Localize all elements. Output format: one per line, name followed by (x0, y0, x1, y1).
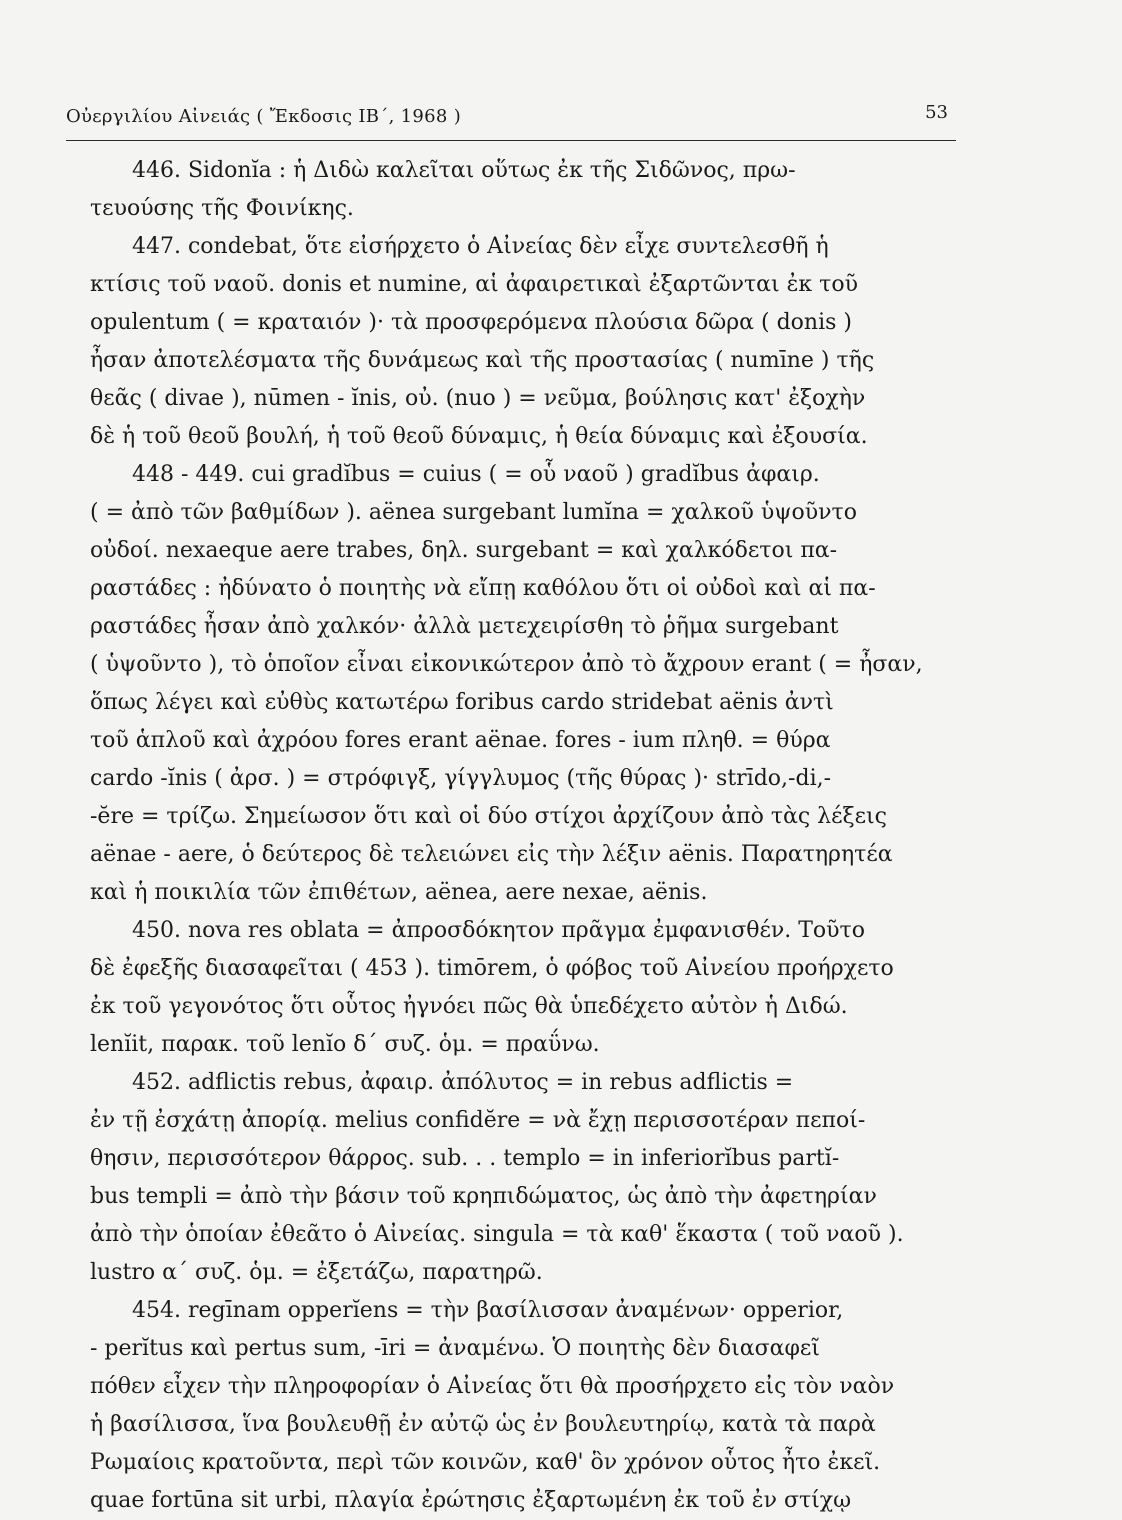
text-line: ἡ βασίλισσα, ἵνα βουλευθῇ ἐν αὐτῷ ὡς ἐν βουλευτηρίῳ, κατὰ τὰ παρὰ (90, 1412, 876, 1437)
text-line: ραστάδες : ἠδύνατο ὁ ποιητὴς νὰ εἴπῃ καθόλου ὅτι οἱ οὐδοὶ καὶ αἱ πα- (90, 576, 876, 601)
text-line: cardo -ĭnis ( ἀρσ. ) = στρόφιγξ, γίγγλυμος (τῆς θύρας )· strīdo,-di,- (90, 766, 832, 791)
text-line: ἐν τῇ ἐσχάτῃ ἀπορίᾳ. melius confidĕre = νὰ ἔχῃ περισσοτέραν πεποί- (90, 1108, 866, 1133)
text-line: θησιν, περισσότερον θάρρος. sub. . . templo = in inferiorĭbus partĭ- (90, 1146, 840, 1171)
text-line: τοῦ ἁπλοῦ καὶ ἀχρόου fores erant aënae. fores - ium πληθ. = θύρα (90, 728, 831, 753)
text-line: δὲ ἡ τοῦ θεοῦ βουλή, ἡ τοῦ θεοῦ δύναμις, ἡ θεία δύναμις καὶ ἐξουσία. (90, 424, 868, 449)
text-line: ραστάδες ἦσαν ἀπὸ χαλκόν· ἀλλὰ μετεχειρίσθη τὸ ῥῆμα surgebant (90, 614, 839, 639)
text-line: aënae - aere, ὁ δεύτερος δὲ τελειώνει εἰς τὴν λέξιν aënis. Παρατηρητέα (90, 842, 893, 867)
text-line: ὅπως λέγει καὶ εὐθὺς κατωτέρω foribus cardo stridebat aënis ἀντὶ (90, 690, 834, 715)
text-line: 446. Sidonĭa : ἡ Διδὼ καλεῖται οὕτως ἐκ τῆς Σιδῶνος, πρω- (132, 158, 796, 183)
text-line: bus templi = ἀπὸ τὴν βάσιν τοῦ κρηπιδώματος, ὡς ἀπὸ τὴν ἀφετηρίαν (90, 1184, 877, 1209)
text-line: Ρωμαίοις κρατοῦντα, περὶ τῶν κοινῶν, καθ' ὃν χρόνον οὗτος ἦτο ἐκεῖ. (90, 1450, 881, 1475)
commentary-text (90, 152, 956, 1520)
text-line: lenĭit, παρακ. τοῦ lenĭo δ΄ συζ. ὁμ. = πραΰνω. (90, 1032, 600, 1057)
text-line: κτίσις τοῦ ναοῦ. donis et numine, αἱ ἀφαιρετικαὶ ἐξαρτῶνται ἐκ τοῦ (90, 272, 858, 297)
text-line: 452. adflictis rebus, ἀφαιρ. ἀπόλυτος = in rebus adflictis = (132, 1070, 794, 1095)
text-line: - perĭtus καὶ pertus sum, -īri = ἀναμένω. Ὁ ποιητὴς δὲν διασαφεῖ (90, 1336, 820, 1361)
text-line: οὐδοί. nexaeque aere trabes, δηλ. surgebant = καὶ χαλκόδετοι πα- (90, 538, 838, 563)
text-line: 448 - 449. cui gradĭbus = cuius ( = οὗ ναοῦ ) gradĭbus ἀφαιρ. (132, 462, 820, 487)
text-line: ἐκ τοῦ γεγονότος ὅτι οὗτος ἠγνόει πῶς θὰ ὑπεδέχετο αὐτὸν ἡ Διδώ. (90, 994, 848, 1019)
page-header (66, 96, 956, 141)
text-line: θεᾶς ( divae ), nūmen - ĭnis, οὐ. (nuo ) = νεῦμα, βούλησις κατ' ἐξοχὴν (90, 386, 866, 411)
text-line: -ĕre = τρίζω. Σημείωσον ὅτι καὶ οἱ δύο στίχοι ἀρχίζουν ἀπὸ τὰς λέξεις (90, 804, 887, 829)
text-line: ἦσαν ἀποτελέσματα τῆς δυνάμεως καὶ τῆς προστασίας ( numīne ) τῆς (90, 348, 875, 373)
text-line: πόθεν εἶχεν τὴν πληροφορίαν ὁ Αἰνείας ὅτι θὰ προσήρχετο εἰς τὸν ναὸν (90, 1374, 895, 1399)
text-line: opulentum ( = κραταιόν )· τὰ προσφερόμενα πλούσια δῶρα ( donis ) (90, 310, 852, 335)
text-line: ( = ἀπὸ τῶν βαθμίδων ). aënea surgebant lumĭna = χαλκοῦ ὑψοῦντο (90, 500, 857, 525)
running-title: Οὐεργιλίου Αἰνειάς ( Ἔκδοσις ΙΒ΄, 1968 ) (66, 106, 462, 127)
text-line: καὶ ἡ ποικιλία τῶν ἐπιθέτων, aënea, aere nexae, aënis. (90, 880, 708, 905)
text-line: 450. nova res oblata = ἀπροσδόκητον πρᾶγμα ἐμφανισθέν. Τοῦτο (132, 918, 865, 943)
text-line: ἀπὸ τὴν ὁποίαν ἐθεᾶτο ὁ Αἰνείας. singula = τὰ καθ' ἕκαστα ( τοῦ ναοῦ ). (90, 1222, 904, 1247)
text-line: 447. condebat, ὅτε εἰσήρχετο ὁ Αἰνείας δὲν εἶχε συντελεσθῆ ἡ (132, 234, 829, 259)
text-line: τευούσης τῆς Φοινίκης. (90, 196, 354, 221)
page-number: 53 (925, 102, 948, 123)
text-line: lustro α΄ συζ. ὁμ. = ἐξετάζω, παρατηρῶ. (90, 1260, 543, 1285)
text-line: δὲ ἐφεξῆς διασαφεῖται ( 453 ). timōrem, ὁ φόβος τοῦ Αἰνείου προήρχετο (90, 956, 894, 981)
text-line: quae fortūna sit urbi, πλαγία ἐρώτησις ἐξαρτωμένη ἐκ τοῦ ἐν στίχῳ (90, 1488, 852, 1513)
text-line: ( ὑψοῦντο ), τὸ ὁποῖον εἶναι εἰκονικώτερον ἀπὸ τὸ ἄχρουν erant ( = ἦσαν, (90, 652, 923, 677)
text-line: 454. regīnam opperĭens = τὴν βασίλισσαν ἀναμένων· opperior, (132, 1298, 844, 1323)
